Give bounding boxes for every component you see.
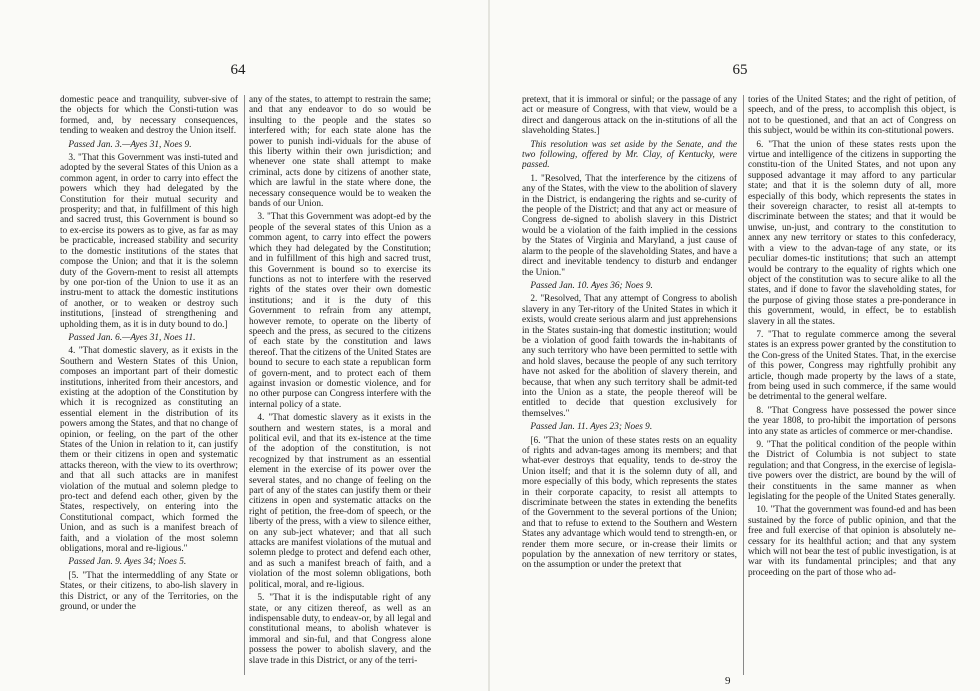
vote-record: Passed Jan. 11. Ayes 23; Noes 9. (530, 422, 653, 433)
paragraph: 8. "That Congress have possessed the power since the year 1808, to pro-hibit the importation of persons into any state as articles of commerce or mer-chandise. (748, 405, 956, 437)
right-column-1 (522, 95, 737, 675)
paragraph: 5. "That it is the indisputable right of any state, or any citizen thereof, as well as an indispensable duty, to endeav-or, by all legal and constitutional means, to abolish whatever is immoral and sin-ful, and that Congress alone possess the power to abolish slavery, and the slave trade in this District, or any of the terri- (249, 593, 431, 666)
paragraph: [6. "That the union of these states rests on an equality of rights and advan-tages among its members; and that what-ever destroys that equality, tends to de-stroy the Union itself; and that it is the solemn duty of all, and more especially of this body, which represents the states in their corporate capacity, to resist all attempts to discriminate between the states in extending the benefits of the Government to the several portions of the Union; and that to refuse to extend to the Southern and Western States any advantage which would tend to strength-en, or render them more secure, or in-crease their limits or population by the annexation of new territory or states, on the assumption or under the pretext that (522, 435, 737, 571)
vote-record: Passed Jan. 10. Ayes 36; Noes 9. (530, 280, 653, 291)
page-number: 64 (230, 62, 246, 78)
paragraph: 4. "That domestic slavery, as it exists in the Southern and Western States of this Union, composes an important part of their domestic institutions, inherited from their ancestors, and existing at the adoption of the Constitution by which it is recognized as constituting an essential element in the distribution of its powers among the States, and that no change of opinion, or feeling, on the part of the other States of the Union in relation to it, can justify them or their citizens in open and systematic attacks thereon, with the view to its overthrow; and that all such attacks are in manifest violation of the mutual and solemn pledge to pro-tect and defend each other, given by the States, respectively, on entering into the Constitutional compact, which formed the Union, and as such is a manifest breach of faith, and a violation of the most solemn obligations, moral and re-ligious." (60, 346, 238, 555)
paragraph: 6. "That the union of these states rests upon the virtue and intelligence of the citizens in supporting the constitu-tion of the United States, and not upon any supposed advantage it may afford to any particular state; and that it is the solemn duty of all, more especially of this body, which represents the states in their sovereign character, to resist all at-tempts to discriminate between the states; and that it would be unwise, un-just, and contrary to the constitution to annex any new territory or states to this confederacy, with a view to the advan-tage of any state, or its peculiar domes-tic institutions; that such an attempt would be contrary to the equality of rights which one object of the constitution was to secure alike to all the states, and if done to favor the slaveholding states, for the purpose of giving those states a pre-ponderance in this government, would, in effect, be to establish slavery in all the states. (748, 139, 956, 327)
paragraph: 3. "That this Government was adopt-ed by the people of the several states of this Union as a common agent, to carry into effect the powers which they had delegated by the Constitution; and in fulfillment of this high and sacred trust, this Government is bound so to exercise its functions as not to interfere with the reserved rights of the states over their own domestic institutions; and it is the duty of this Government to refrain from any attempt, however remote, to operate on the liberty of speech and the press, as secured to the citizens of each state by the constitution and laws thereof. That the citizens of the United States are bound to secure to each state a republican form of govern-ment, and to protect each of them against invasion or domestic violence, and for no other purpose can Congress interfere with the internal policy of a state. (249, 212, 431, 410)
paragraph: pretext, that it is immoral or sinful; or the passage of any act or measure of Congress, with that view, would be a direct and dangerous attack on the in-stitutions of all the slaveholding States.] (522, 95, 737, 137)
paragraph: domestic peace and tranquility, subver-sive of the objects for which the Consti-tution was formed, and, by necessary consequences, tending to weaken and destroy the Union itself. (60, 95, 238, 137)
paragraph: 4. "That domestic slavery as it exists in the southern and western states, is a moral and political evil, and that its ex-istence at the time of the adoption of the constitution, is not recognized by that instrument as an essential element in the exercise of its power over the several states, and no change of feeling on the part of any of the states can justify them or their citizens in open and systematic attacks on the right of petition, the free-dom of speech, or the liberty of the press, with a view to silence either, on any sub-ject whatever; and that all such attacks are manifest violations of the mutual and solemn pledge to protect and defend each other, and as such a manifest breach of faith, and a violation of the most solemn obligations, both political, moral, and re-ligious. (249, 413, 431, 590)
left-column-2 (244, 95, 431, 675)
left-column-1 (60, 95, 238, 675)
editorial-note: This resolution was set aside by the Senate, and the two following, offered by Mr. Clay, of Kentucky, were passed. (522, 139, 737, 171)
right-page (490, 0, 980, 691)
paragraph: [5. "That the intermeddling of any State or States, or their citizens, to abo-lish slavery in this District, or any of the Territories, on the ground, or under the (60, 570, 238, 613)
paragraph: 9. "That the political condition of the people within the District of Columbia is not subject to state regulation; and that Congress, in the exercise of legisla-tive powers over the district, are bound by the will of their constituents in the same manner as when legislating for the people of the United States generally. (748, 440, 956, 503)
paragraph: 1. "Resolved, That the interference by the citizens of any of the States, with the view to the abolition of slavery in the District, is endangering the rights and se-curity of the people of the District; and that any act or measure of Congress de-signed to abolish slavery in this District would be a violation of the faith implied in the cessions by the States of Virginia and Maryland, a just cause of alarm to the people of the slaveholding States, and have a direct and inevitable tendency to disturb and endanger the Union." (522, 173, 737, 278)
paragraph: 10. "That the government was found-ed and has been sustained by the force of public opinion, and that the free and full exercise of that opinion is absolutely ne-cessary for its healthful action; and that any system which will not bear the test of public investigation, is at war with its fundamental principles; and that any proceeding on the part of those who ad- (748, 505, 956, 578)
right-column-2 (743, 95, 956, 675)
paragraph: 7. "That to regulate commerce among the several states is an express power granted by the constitution to the Con-gress of the United States. That, in the exercise of this power, Congress may rightfully prohibit any article, though made property by the laws of a state, from being used in such commerce, if the same would be detrimental to the general welfare. (748, 329, 956, 403)
paragraph: tories of the United States; and the right of petition, of speech, and of the press, to accomplish this object, is not to be questioned, and that an act of Congress on this subject, would be within its con-stitutional powers. (748, 95, 956, 137)
paragraph: any of the states, to attempt to restrain the same; and that any endeavor to do so would be insulting to the people and the states so interfered with; for each state alone has the power to punish indi-viduals for the abuse of this liberty within their own jurisdiction; and whenever one state shall attempt to make criminal, acts done by citizens of another state, which are lawful in the state where done, the necessary consequence would be to weaken the bands of our Union. (249, 95, 431, 210)
paragraph: 2. "Resolved, That any attempt of Congress to abolish slavery in any Ter-ritory of the United States in which it exists, would create serious alarm and just apprehensions in the States sustain-ing that domestic institution; would be a violation of good faith towards the in-habitants of any such territory who have been permitted to settle with and hold slaves, because the people of any such territory have not asked for the abolition of slavery therein, and because, that when any such territory shall be admit-ted into the Union as a state, the people thereof will be entitled to decide that question exclusively for themselves." (522, 294, 737, 419)
vote-record: Passed Jan. 6.—Ayes 31, Noes 11. (68, 332, 196, 343)
signature-mark: 9 (725, 675, 731, 687)
page-number: 65 (732, 62, 748, 78)
paragraph: 3. "That this Government was insti-tuted and adopted by the several States of this Union as a common agent, in order to carry into effect the powers which they had delegated by the Constitution for their mutual security and prosperity; and that, in fulfillment of this high and sacred trust, this Government is bound so to ex-ercise its powers as to give, as far as may be practicable, increased stability and security to the domestic institutions of the states that compose the Union; and that it is the solemn duty of the Govern-ment to resist all attempts by one por-tion of the Union to use it as an instru-ment to attack the domestic institutions of another, or to weaken or destroy such institutions, [instead of strengthening and upholding them, as it is in duty bound to do.] (60, 153, 238, 330)
vote-record: Passed Jan. 3.—Ayes 31, Noes 9. (68, 139, 192, 150)
vote-record: Passed Jan. 9. Ayes 34; Noes 5. (68, 557, 187, 568)
